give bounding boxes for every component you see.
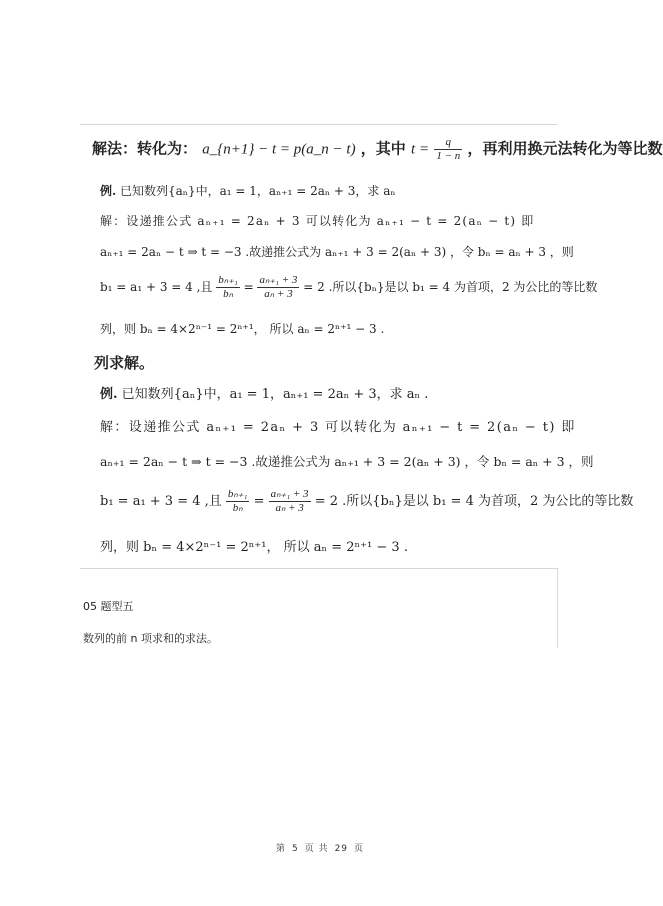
solution-1-line-2: aₙ₊₁ = 2aₙ − t ⇒ t = −3 .故递推公式为 aₙ₊₁ + 3 = 2(aₙ + 3) ，令 bₙ = aₙ + 3 ，则 [100, 245, 574, 259]
mid-border-line [80, 568, 558, 569]
method-line: 解法：转化为： a_{n+1} − t = p(a_n − t) ，其中 t = $\frac{q}{1 - n}$ ，再利用换元法转化为等比数 [92, 136, 663, 162]
right-border-line [557, 568, 558, 648]
total-pages: 29 [334, 844, 349, 854]
solution-2-line-3: b₁ = a₁ + 3 = 4 ,且 $\frac{\text{bₙ₊₁}}{\text{bₙ}}$ = $\frac{\text{aₙ₊₁ + 3}}{\text{aₙ + 3}}$ = 2 .所以{bₙ}是以 b₁ = 4 为首项，2 为公比的等比数 [100, 488, 634, 514]
solution-1-line-3: b₁ = a₁ + 3 = 4 ,且 $\frac{\text{bₙ₊₁}}{\text{bₙ}}$ = $\frac{\text{aₙ₊₁ + 3}}{\text{aₙ + 3}}$ = 2 .所以{bₙ}是以 b₁ = 4 为首项，2 为公比的等比数 [100, 274, 598, 300]
example-2: 例. 已知数列{aₙ}中，a₁ = 1，aₙ₊₁ = 2aₙ + 3，求 aₙ . [100, 387, 429, 402]
top-border-line [80, 124, 558, 125]
solution-1-line-4: 列，则 bₙ = 4×2ⁿ⁻¹ = 2ⁿ⁺¹， 所以 aₙ = 2ⁿ⁺¹ − 3 . [100, 322, 385, 336]
solution-2-line-4: 列，则 bₙ = 4×2ⁿ⁻¹ = 2ⁿ⁺¹， 所以 aₙ = 2ⁿ⁺¹ − 3 . [100, 540, 408, 555]
example-1: 例. 已知数列{aₙ}中，a₁ = 1，aₙ₊₁ = 2aₙ + 3，求 aₙ [100, 184, 396, 198]
section-2-heading: 列求解。 [94, 354, 155, 372]
solution-2-line-1: 解：设递推公式 aₙ₊₁ = 2aₙ + 3 可以转化为 aₙ₊₁ − t = 2(aₙ − t) 即 [100, 420, 576, 435]
topic-title: 05 题型五 [83, 600, 134, 613]
current-page: 5 [291, 844, 299, 854]
solution-2-line-2: aₙ₊₁ = 2aₙ − t ⇒ t = −3 .故递推公式为 aₙ₊₁ + 3 = 2(aₙ + 3) ，令 bₙ = aₙ + 3 ，则 [100, 454, 594, 469]
topic-text: 数列的前 n 项求和的求法。 [83, 632, 218, 645]
solution-1-line-1: 解：设递推公式 aₙ₊₁ = 2aₙ + 3 可以转化为 aₙ₊₁ − t = 2(aₙ − t) 即 [100, 214, 535, 228]
page-footer: 第 5 页 共 29 页 [275, 844, 365, 854]
